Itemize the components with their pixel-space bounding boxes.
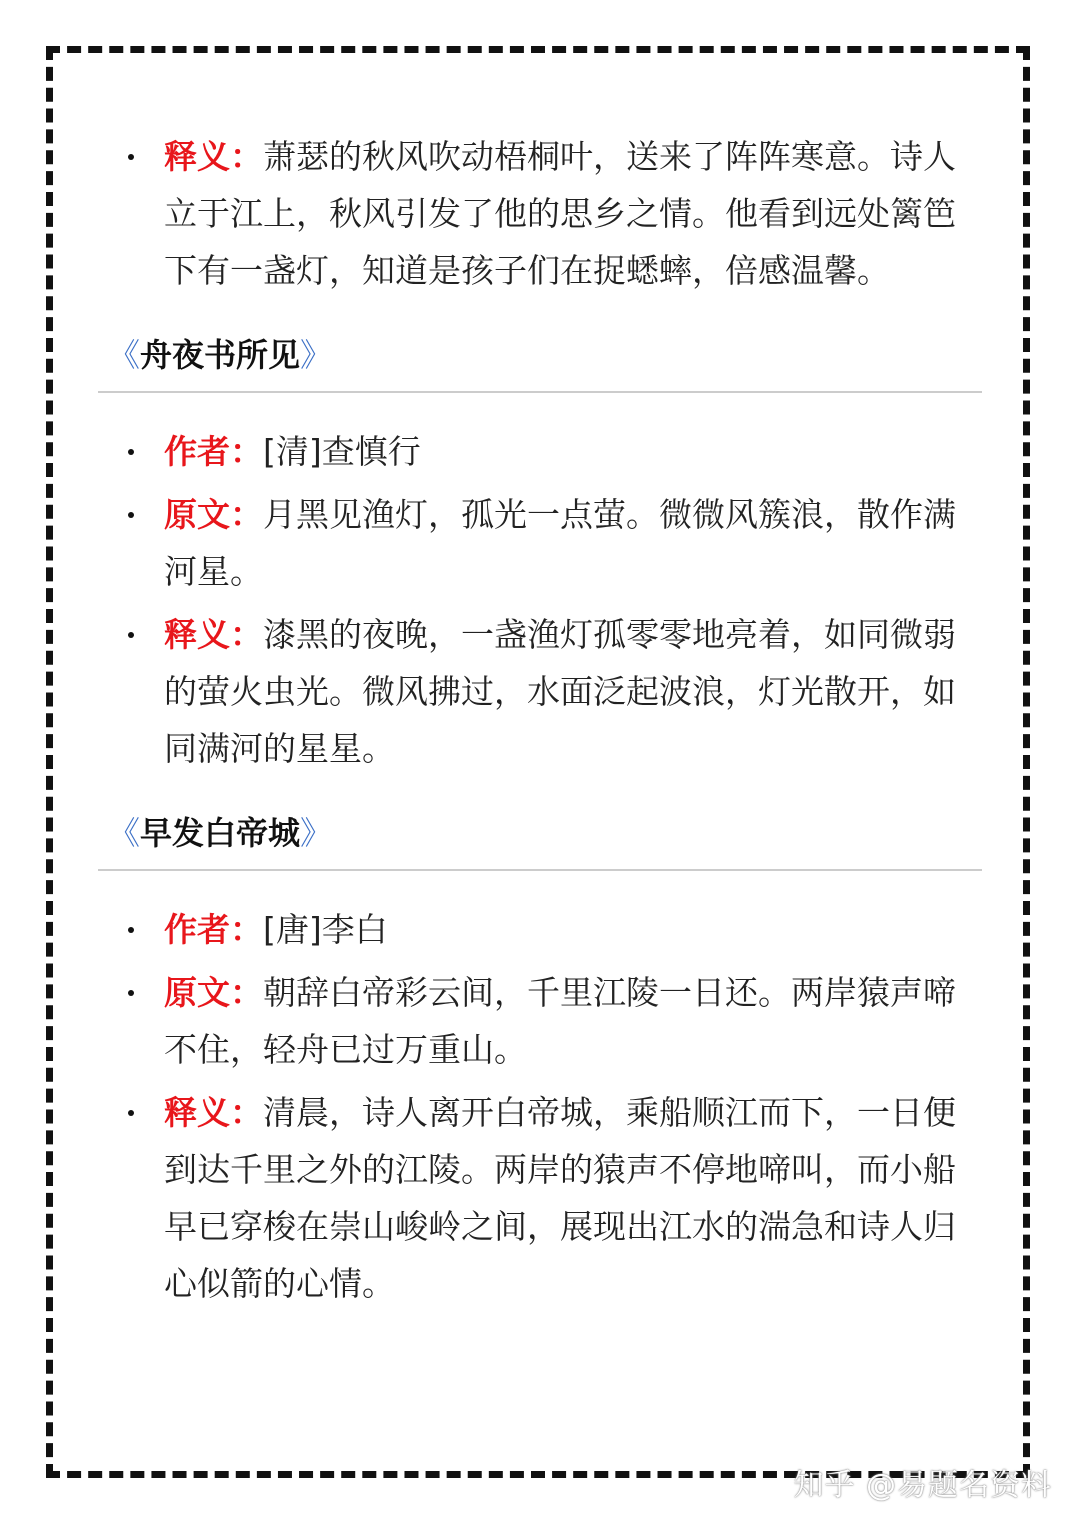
item-text: [唐]李白 [263,910,388,949]
top-item-list [98,128,982,299]
item-text: [清]查慎行 [263,432,421,471]
title-open-quote: 《 [108,814,141,852]
item-text: 漆黑的夜晚，一盏渔灯孤零零地亮着，如同微弱的萤火虫光。微风拂过，水面泛起波浪，灯光散开，如同满河的星星。 [164,615,956,768]
item-label: 释义： [164,1093,263,1132]
item-label: 原文： [164,973,263,1012]
item-label: 原文： [164,495,263,534]
list-item [98,606,982,777]
document-content [98,128,982,1318]
item-label: 作者： [164,910,263,949]
item-label: 释义： [164,615,263,654]
poem-item-list [98,901,982,1312]
list-item [98,1084,982,1312]
list-item [98,964,982,1078]
item-text: 月黑见渔灯，孤光一点萤。微微风簇浪，散作满河星。 [164,495,956,591]
title-close-quote: 》 [300,814,333,852]
title-close-quote: 》 [300,336,333,374]
poem-title-text: 早发白帝城 [140,814,301,852]
list-item [98,901,982,958]
poem-title [98,333,982,393]
watermark: 知乎 @易题名资料 [793,1468,1052,1503]
list-item [98,486,982,600]
poem-title [98,811,982,871]
item-label: 作者： [164,432,263,471]
item-text: 朝辞白帝彩云间，千里江陵一日还。两岸猿声啼不住，轻舟已过万重山。 [164,973,956,1069]
title-open-quote: 《 [108,336,141,374]
list-item [98,423,982,480]
poem-item-list [98,423,982,777]
item-text: 萧瑟的秋风吹动梧桐叶，送来了阵阵寒意。诗人立于江上，秋风引发了他的思乡之情。他看到远处篱笆下有一盏灯，知道是孩子们在捉蟋蟀，倍感温馨。 [164,137,956,290]
list-item [98,128,982,299]
item-text: 清晨，诗人离开白帝城，乘船顺江而下，一日便到达千里之外的江陵。两岸的猿声不停地啼叫，而小船早已穿梭在崇山峻岭之间，展现出江水的湍急和诗人归心似箭的心情。 [164,1093,956,1303]
poem-title-text: 舟夜书所见 [140,336,301,374]
item-label: 释义： [164,137,263,176]
